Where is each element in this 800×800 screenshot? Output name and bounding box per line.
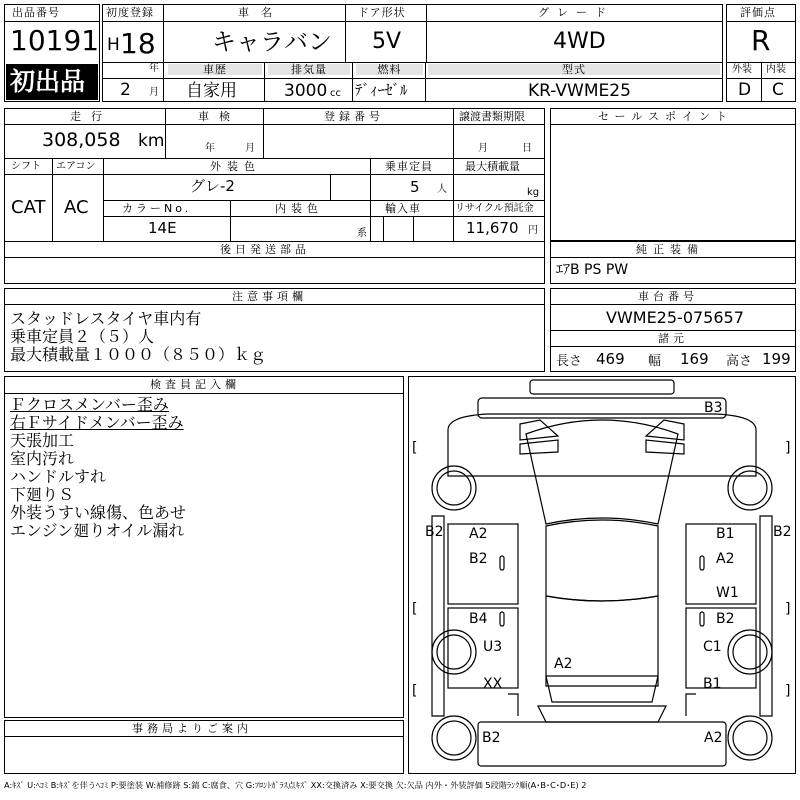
door: 5V bbox=[372, 29, 402, 54]
inspector-line: Ｆクロスメンバー歪み bbox=[10, 395, 169, 414]
caution-line: 乗車定員２（５）人 bbox=[10, 327, 155, 346]
later-parts-label: 後日発送部品 bbox=[220, 243, 310, 256]
length-label: 長さ bbox=[556, 354, 583, 369]
mileage-label: 走行 bbox=[70, 110, 112, 123]
recycle-label: リサイクル預託金 bbox=[455, 203, 534, 214]
inspector-line: ハンドルすれ bbox=[10, 467, 107, 486]
damage-mark: XX bbox=[483, 676, 503, 692]
bracket-left-top: [ bbox=[412, 440, 418, 456]
inspector-line: 外装うすい線傷、色あせ bbox=[10, 503, 187, 522]
bracket-right-top: ] bbox=[785, 440, 791, 456]
transfer-label: 譲渡書類期限 bbox=[459, 110, 525, 123]
model: KR-VWME25 bbox=[528, 81, 631, 101]
mileage-unit: km bbox=[138, 131, 165, 151]
length: 469 bbox=[596, 350, 625, 368]
displacement-unit: cc bbox=[330, 88, 341, 99]
legend: A:ｷｽﾞ U:ﾍｺﾐ B:ｷｽﾞを伴うﾍｺﾐ P:要塗装 W:補修跡 S:錆 C:腐食、穴 G:ﾌﾛﾝﾄｶﾞﾗｽ点ｷｽﾞ XX:交換済み X:要交換 欠:欠品 内外・外装評価 5段階ﾗﾝｸ順(A･B･C･D･E) 2 bbox=[4, 780, 587, 790]
car-body-diagram bbox=[408, 376, 796, 774]
caution-lines bbox=[10, 310, 266, 364]
damage-mark: B3 bbox=[704, 400, 723, 416]
lot-number: 10191 bbox=[10, 24, 100, 57]
width-label: 幅 bbox=[648, 354, 662, 369]
inspector-line: 下廻りＳ bbox=[10, 485, 75, 504]
score-label: 評価点 bbox=[740, 6, 776, 19]
genuine: ｴｱB PS PW bbox=[556, 262, 629, 278]
caution-line: スタッドレスタイヤ車内有 bbox=[10, 309, 202, 328]
damage-mark: A2 bbox=[704, 730, 723, 746]
damage-mark: B2 bbox=[469, 551, 488, 567]
recycle: 11,670 bbox=[466, 219, 519, 237]
shift: CAT bbox=[11, 197, 46, 218]
caution-line: 最大積載量１０００（８５０）ｋｇ bbox=[10, 345, 267, 364]
inspection-label: 車検 bbox=[198, 110, 240, 123]
damage-mark: B4 bbox=[469, 611, 488, 627]
inspector-label: 検査員記入欄 bbox=[150, 378, 240, 391]
damage-mark: B2 bbox=[482, 730, 501, 746]
interior-color-label: 内装色 bbox=[275, 202, 323, 215]
inspector-line: 室内汚れ bbox=[10, 449, 75, 468]
shift-label: シフト bbox=[11, 161, 41, 172]
sales-points-label: セールスポイント bbox=[598, 110, 734, 123]
month-unit: 月 bbox=[149, 87, 159, 98]
car-name-label: 車名 bbox=[238, 6, 284, 19]
load-unit: kg bbox=[527, 187, 540, 198]
car-name: キャラバン bbox=[212, 28, 332, 56]
inspector-line: 右Ｆサイドメンバー歪み bbox=[10, 413, 184, 432]
year-unit: 年 bbox=[149, 63, 159, 74]
transfer-month-unit: 月 bbox=[478, 143, 488, 154]
damage-mark: A2 bbox=[716, 551, 735, 567]
ac-label: エアコン bbox=[56, 161, 96, 172]
year: 18 bbox=[120, 27, 156, 60]
damage-mark: B1 bbox=[716, 526, 735, 542]
genuine-label: 純正装備 bbox=[636, 243, 704, 256]
interior-score: C bbox=[772, 80, 784, 100]
sales-points-box bbox=[550, 108, 796, 241]
bracket-left-mid: [ bbox=[412, 601, 418, 617]
color-label: 外装色 bbox=[210, 160, 261, 173]
damage-mark: A2 bbox=[554, 656, 573, 672]
damage-mark: A2 bbox=[469, 526, 488, 542]
load-label: 最大積載量 bbox=[465, 160, 520, 173]
fuel: ﾃﾞｨｰｾﾞﾙ bbox=[355, 81, 408, 99]
inspection-month-unit: 月 bbox=[245, 143, 255, 154]
exterior-label: 外装 bbox=[732, 64, 752, 75]
month: 2 bbox=[120, 80, 131, 100]
fuel-label: 燃料 bbox=[356, 64, 423, 75]
damage-mark: B2 bbox=[716, 611, 735, 627]
transfer-day-unit: 日 bbox=[522, 143, 532, 154]
damage-mark: W1 bbox=[716, 585, 739, 601]
color-no: 14E bbox=[148, 219, 177, 237]
damage-mark: B1 bbox=[703, 676, 722, 692]
grade: 4WD bbox=[553, 29, 606, 54]
height-label: 高さ bbox=[726, 354, 753, 369]
dims-label: 諸元 bbox=[658, 332, 688, 345]
first-reg-label: 初度登録 bbox=[106, 6, 154, 19]
height: 199 bbox=[762, 350, 791, 368]
chassis-number: VWME25-075657 bbox=[606, 308, 744, 327]
bracket-left-bottom: [ bbox=[412, 683, 418, 699]
inspector-lines bbox=[10, 396, 186, 540]
displacement-label: 排気量 bbox=[268, 64, 350, 75]
bracket-right-mid: ] bbox=[785, 601, 791, 617]
recycle-unit: 円 bbox=[528, 225, 538, 236]
mileage: 308,058 bbox=[42, 129, 121, 151]
ac: AC bbox=[64, 197, 89, 218]
office-label: 事務局よりご案内 bbox=[132, 722, 252, 735]
inspection-year-unit: 年 bbox=[205, 143, 215, 154]
damage-mark: C1 bbox=[703, 639, 722, 655]
first-listing-badge-text: 初出品 bbox=[10, 67, 86, 96]
interior-color-unit: 系 bbox=[357, 228, 367, 239]
interior-label: 内装 bbox=[766, 64, 786, 75]
capacity-unit: 人 bbox=[437, 184, 447, 195]
caution-label: 注意事項欄 bbox=[232, 290, 307, 303]
damage-mark: B2 bbox=[773, 524, 792, 540]
width: 169 bbox=[680, 350, 709, 368]
exterior-score: D bbox=[738, 80, 752, 100]
chassis-label: 車台番号 bbox=[638, 290, 698, 303]
inspector-line: 天張加工 bbox=[10, 431, 75, 450]
import-label: 輸入車 bbox=[385, 202, 421, 215]
registration-label: 登録番号 bbox=[324, 110, 384, 123]
displacement: 3000 bbox=[284, 81, 328, 101]
model-label: 型式 bbox=[428, 64, 720, 75]
door-label: ドア形状 bbox=[358, 6, 406, 19]
era: H bbox=[107, 35, 120, 55]
damage-mark: U3 bbox=[483, 639, 503, 655]
score: R bbox=[751, 24, 771, 57]
color: グレ-2 bbox=[190, 177, 235, 195]
history-label: 車歴 bbox=[168, 64, 262, 75]
capacity-label: 乗車定員 bbox=[385, 160, 433, 173]
bracket-right-bottom: ] bbox=[785, 683, 791, 699]
inspector-line: エンジン廻りオイル漏れ bbox=[10, 521, 185, 540]
history: 自家用 bbox=[186, 81, 237, 101]
lot-label: 出品番号 bbox=[12, 6, 60, 19]
grade-label: グレード bbox=[538, 6, 614, 19]
color-no-label: カラーNo. bbox=[122, 202, 192, 215]
damage-mark: B2 bbox=[425, 524, 444, 540]
capacity: 5 bbox=[410, 178, 420, 196]
